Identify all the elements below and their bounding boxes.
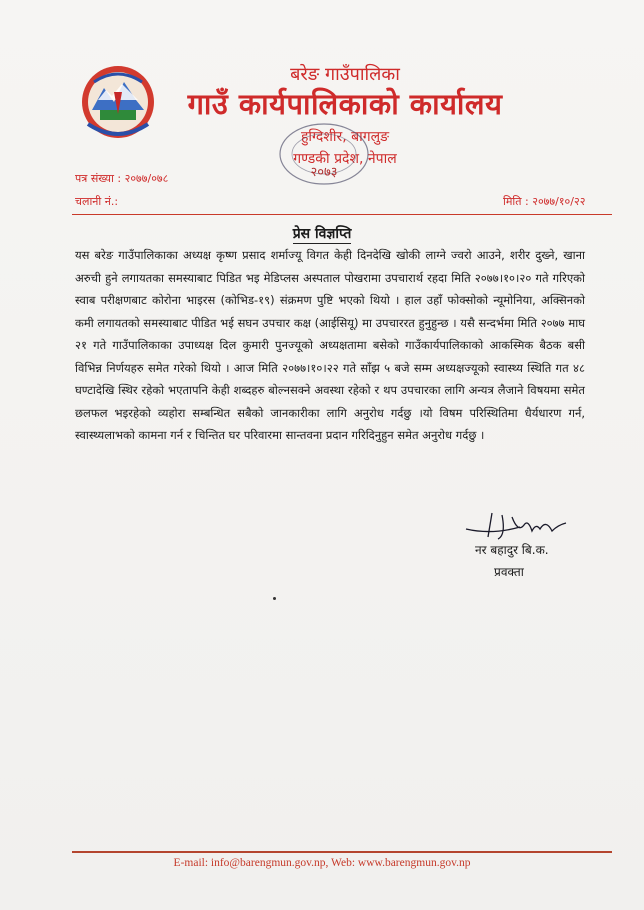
letter-number: पत्र संख्या : २०७७/०७८	[75, 172, 169, 185]
footer-divider	[72, 851, 612, 853]
body-paragraph: यस बरेङ गाउँपालिकाका अध्यक्ष कृष्ण प्रसाद शर्माज्यू विगत केही दिनदेखि खोकी लाग्ने ज्वरो आउने, शरीर दुख्ने, खाना अरुची हुने लगायतका समस्याबाट पिडित भइ मेडिप्लस अस्पताल पोखरामा उपचारार्थ रहदा मिति २०७७।१०।२० गते गरिएको स्वाब परीक्षणबाट कोरोना भाइरस (कोभिड-१९) संक्रमण पुष्टि भएको थियो । हाल उहाँ फोक्सोको न्यूमोनिया, अक्सिनको कमी लगायतको समस्याबाट पीडित भई सघन उपचार कक्ष (आईसियू) मा उपचाररत हुनुहुन्छ । यसै सन्दर्भमा मिति २०७७ माघ २१ गते गाउँपालिकाका उपाध्यक्ष दिल कुमारी पुनज्यूको अध्यक्षतामा बसेको गाउँकार्यपालिकाको आकस्मिक बैठक बसी विभिन्न निर्णयहरु समेत गरेको थियो । आज मिति २०७७।१०।२२ गते साँझ ५ बजे सम्म अध्यक्षज्यूको स्वास्थ्य स्थिति गत ४८ घण्टादेखि स्थिर रहेको भएतापनि केही शब्दहरु बोल्नसक्ने अवस्था रहेको र थप उपचारका लागि अन्यत्र लैजाने विषयमा समेत छलफल भइरहेको व्यहोरा सम्बन्धित सबैको जानकारीका लागि अनुरोध गर्दछु ।यो विषम परिस्थितिमा धैर्यधारण गर्न, स्वास्थ्यलाभको कामना गर्न र चिन्तित घर परिवारमा सान्तवना प्रदान गरिदिनुहुन समेत अनुरोध गर्दछु ।	[75, 248, 585, 442]
office-stamp	[270, 118, 378, 190]
footer-contact: E-mail: info@barengmun.gov.np, Web: www.barengmun.gov.np	[173, 857, 471, 869]
nepal-emblem-logo	[78, 62, 158, 142]
stray-dot	[273, 597, 276, 600]
office-address: हुग्दिशीर, बागलुङ	[300, 129, 390, 145]
office-name: गाउँ कार्यपालिकाको कार्यालय	[187, 87, 503, 121]
stamp-year: २०७३	[310, 165, 338, 180]
press-release-body	[75, 244, 585, 447]
letter-date: मिति : २०७७/१०/२२	[503, 195, 586, 208]
dispatch-number: चलानी नं.:	[75, 195, 119, 208]
office-province: गण्डकी प्रदेश, नेपाल	[293, 151, 397, 167]
municipality-name: बरेङ गाउँपालिका	[290, 64, 400, 85]
document-title: प्रेस विज्ञप्ति	[292, 226, 352, 242]
header-divider	[72, 214, 612, 215]
signatory-name: नर बहादुर बि.क.	[475, 543, 549, 557]
signatory-role: प्रवक्ता	[494, 565, 524, 579]
signature-mark	[462, 505, 582, 543]
